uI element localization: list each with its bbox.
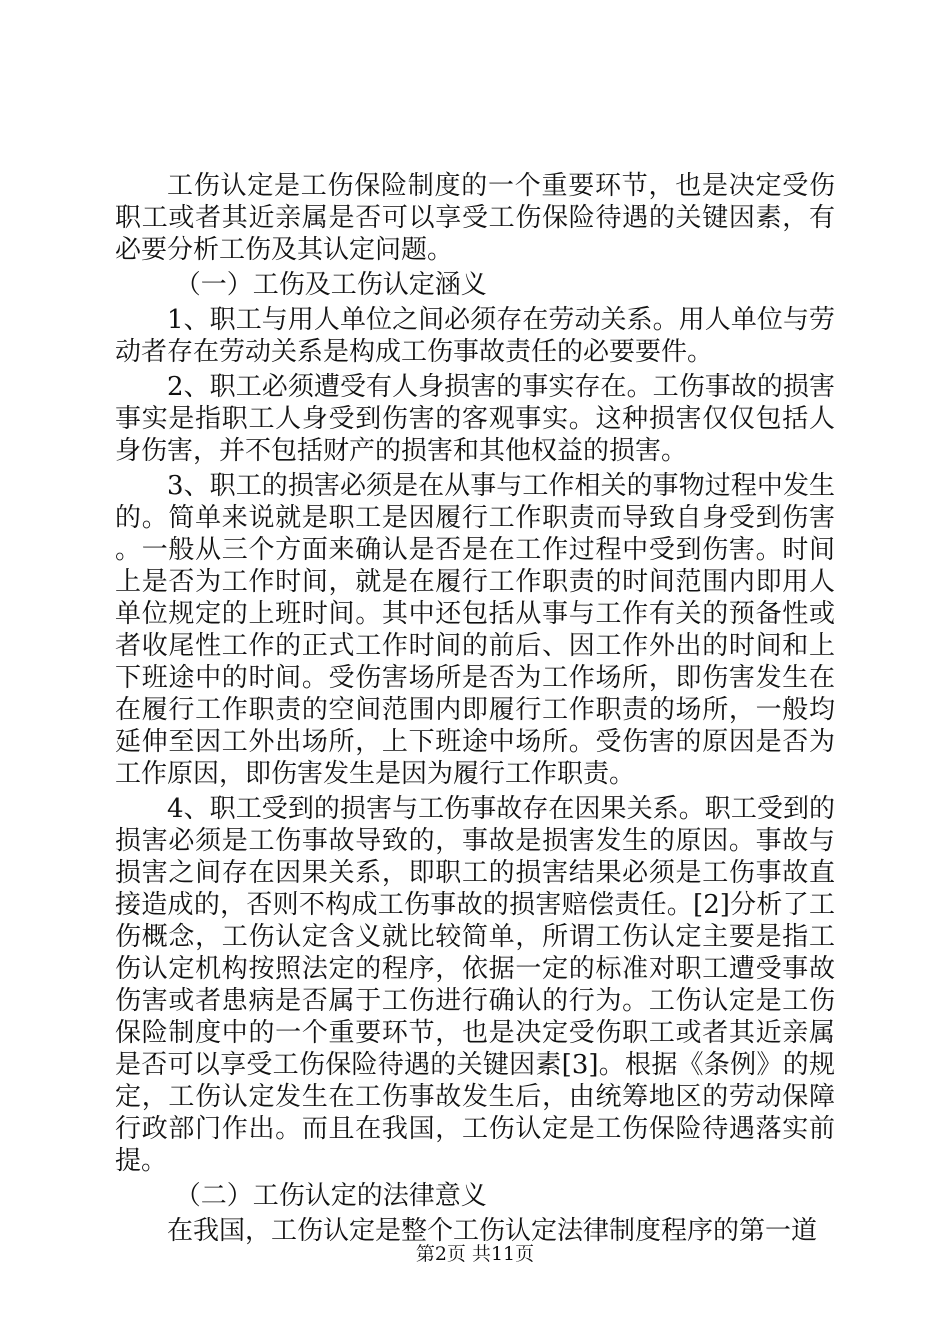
document-body (115, 170, 835, 1250)
intro-paragraph: 工伤认定是工伤保险制度的一个重要环节，也是决定受伤职工或者其近亲属是否可以享受工伤保险待遇的关键因素，有必要分析工伤及其认定问题。 (115, 171, 835, 265)
section-heading-1: （一）工伤及工伤认定涵义 (174, 270, 487, 300)
section-heading-2: （二）工伤认定的法律意义 (174, 1181, 487, 1211)
paragraph-item-1: 1、职工与用人单位之间必须存在劳动关系。用人单位与劳动者存在劳动关系是构成工伤事故责任的必要要件。 (115, 305, 835, 367)
paragraph-item-3: 3、职工的损害必须是在从事与工作相关的事物过程中发生的。简单来说就是职工是因履行工作职责而导致自身受到伤害。一般从三个方面来确认是否是在工作过程中受到伤害。时间上是否为工作时间，就是在履行工作职责的时间范围内即用人单位规定的上班时间。其中还包括从事与工作有关的预备性或者收尾性工作的正式工作时间的前后、因工作外出的时间和上下班途中的时间。受伤害场所是否为工作场所，即伤害发生在在履行工作职责的空间范围内即履行工作职责的场所，一般均延伸至因工外出场所，上下班途中场所。受伤害的原因是否为工作原因，即伤害发生是因为履行工作职责。 (115, 471, 835, 789)
paragraph-item-4: 4、职工受到的损害与工伤事故存在因果关系。职工受到的损害必须是工伤事故导致的，事故是损害发生的原因。事故与损害之间存在因果关系，即职工的损害结果必须是工伤事故直接造成的，否则不构成工伤事故的损害赔偿责任。[2]分析了工伤概念，工伤认定含义就比较简单，所谓工伤认定主要是指工伤认定机构按照法定的程序，依据一定的标准对职工遭受事故伤害或者患病是否属于工伤进行确认的行为。工伤认定是工伤保险制度中的一个重要环节，也是决定受伤职工或者其近亲属是否可以享受工伤保险待遇的关键因素[3]。根据《条例》的规定，工伤认定发生在工伤事故发生后，由统筹地区的劳动保障行政部门作出。而且在我国，工伤认定是工伤保险待遇落实前提。 (115, 794, 835, 1176)
paragraph-item-2: 2、职工必须遭受有人身损害的事实存在。工伤事故的损害事实是指职工人身受到伤害的客观事实。这种损害仅仅包括人身伤害，并不包括财产的损害和其他权益的损害。 (115, 372, 835, 466)
paragraph-continuation: 在我国，工伤认定是整个工伤认定法律制度程序的第一道 (167, 1216, 818, 1246)
page-footer: 第2页 共11页 (415, 1243, 535, 1265)
